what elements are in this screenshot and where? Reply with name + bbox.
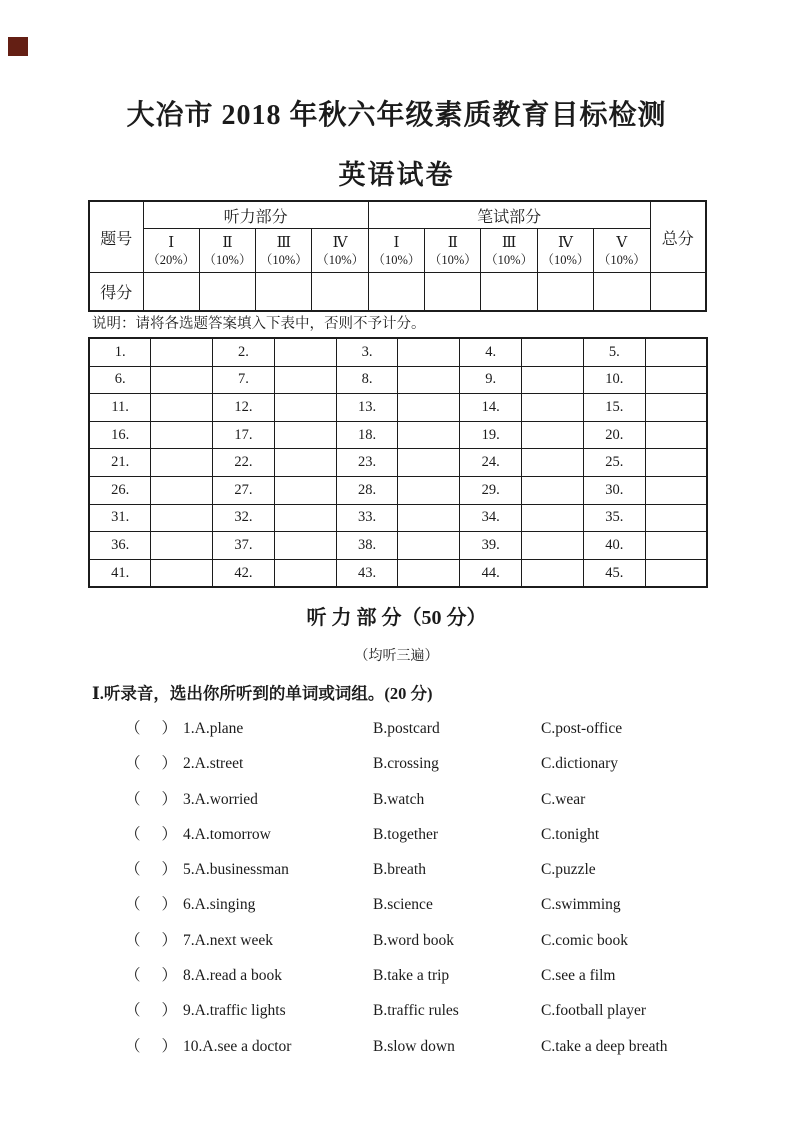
instruction-note: 说明：请将各选题答案填入下表中，否则不予计分。 [92,316,426,332]
grid-answer-cell [274,559,336,587]
grid-answer-cell [522,449,584,477]
option-a: 5.A.businessman [183,861,289,879]
grid-number-cell: 30. [583,476,645,504]
answer-bracket [125,958,177,993]
score-entry-cell [312,273,368,312]
option-a: 4.A.tomorrow [183,825,271,843]
listening-part-col-2 [199,229,255,273]
grid-number-cell: 9. [460,366,522,394]
score-entry-cell [199,273,255,312]
grid-answer-cell [645,532,707,560]
option-b: B.take a trip [373,967,450,985]
listening-part-col-1 [143,229,199,273]
grid-answer-cell [398,394,460,422]
grid-answer-cell [645,504,707,532]
listening-part-col-4 [312,229,368,273]
listening-section-title: 听 力 部 分（50 分） [306,607,487,629]
grid-answer-cell [151,449,213,477]
score-numeral-row [89,229,706,273]
bracket-open: （ [125,1002,141,1020]
grid-number-cell: 41. [89,559,151,587]
grid-answer-cell [151,559,213,587]
grid-number-cell: 24. [460,449,522,477]
bracket-close: ） [161,931,177,949]
option-c: C.comic book [541,931,628,949]
bracket-close: ） [161,861,177,879]
grid-number-cell: 13. [336,394,398,422]
grid-answer-cell [398,338,460,366]
grid-answer-cell [274,476,336,504]
part-percent: （10%） [316,253,365,267]
grid-answer-cell [151,476,213,504]
grid-number-cell: 40. [583,532,645,560]
option-a: 7.A.next week [183,931,273,949]
grid-number-cell: 25. [583,449,645,477]
grid-number-cell: 2. [213,338,275,366]
answer-bracket [125,923,177,958]
score-entry-cell [143,273,199,312]
grid-answer-cell [398,532,460,560]
grid-number-cell: 39. [460,532,522,560]
grid-answer-cell [151,504,213,532]
part-numeral: Ⅱ [447,235,458,251]
part-percent: （10%） [372,253,421,267]
bracket-close: ） [161,1002,177,1020]
score-entry-cell [537,273,593,312]
grid-number-cell: 10. [583,366,645,394]
answer-bracket [125,711,177,746]
grid-number-cell: 11. [89,394,151,422]
score-entry-cell [594,273,650,312]
grid-number-cell: 38. [336,532,398,560]
part-numeral: Ⅰ [168,235,175,251]
grid-answer-cell [645,476,707,504]
answer-bracket [125,887,177,922]
grid-answer-cell [151,532,213,560]
grid-number-cell: 37. [213,532,275,560]
grid-number-cell: 14. [460,394,522,422]
option-a: 2.A.street [183,755,244,773]
grid-number-cell: 19. [460,421,522,449]
option-b: B.breath [373,861,426,879]
written-part-col-5 [368,229,424,273]
grid-answer-cell [645,366,707,394]
question-row [125,923,733,958]
part-numeral: Ⅴ [616,235,628,251]
answer-bracket [125,993,177,1028]
grid-number-cell: 15. [583,394,645,422]
part-percent: （10%） [541,253,590,267]
option-c: C.puzzle [541,861,596,879]
option-a: 10.A.see a doctor [183,1037,292,1055]
bracket-close: ） [161,720,177,737]
part-percent: （20%） [147,253,196,267]
option-c: C.dictionary [541,755,619,773]
grid-answer-cell [274,421,336,449]
answer-grid [88,337,708,588]
option-a: 9.A.traffic lights [183,1002,286,1020]
grid-answer-cell [151,394,213,422]
option-c: C.tonight [541,825,600,843]
question-number-header: 题号 [89,201,143,273]
grid-answer-cell [274,504,336,532]
grid-number-cell: 31. [89,504,151,532]
grid-number-cell: 33. [336,504,398,532]
corner-marker [8,37,28,56]
question-row [125,993,733,1028]
grid-answer-cell [274,338,336,366]
option-c: C.football player [541,1002,647,1020]
paper-title: 英语试卷 [338,160,455,190]
grid-answer-cell [522,394,584,422]
grid-number-cell: 34. [460,504,522,532]
option-a: 3.A.worried [183,790,258,808]
part-percent: （10%） [597,253,646,267]
grid-answer-cell [274,449,336,477]
question-row [125,782,733,817]
option-b: B.crossing [373,755,439,773]
grid-answer-cell [522,504,584,532]
grid-answer-cell [645,449,707,477]
grid-number-cell: 23. [336,449,398,477]
written-part-col-9 [594,229,650,273]
grid-answer-cell [398,504,460,532]
score-entry-cell [368,273,424,312]
option-b: B.word book [373,931,454,949]
option-a: 6.A.singing [183,896,256,914]
part-numeral: Ⅰ [393,235,400,251]
grid-answer-cell [274,532,336,560]
answer-bracket [125,746,177,781]
total-score-header: 总分 [650,201,706,273]
grid-number-cell: 6. [89,366,151,394]
bracket-close: ） [161,967,177,985]
grid-answer-cell [151,366,213,394]
question-row [125,746,733,781]
option-b: B.traffic rules [373,1002,459,1020]
grid-number-cell: 5. [583,338,645,366]
bracket-close: ） [161,790,177,808]
answer-grid-row [89,476,707,504]
grid-number-cell: 22. [213,449,275,477]
bracket-close: ） [161,755,177,773]
grid-number-cell: 20. [583,421,645,449]
grid-number-cell: 7. [213,366,275,394]
question-row [125,1029,733,1064]
part-numeral: Ⅳ [557,235,573,251]
grid-number-cell: 32. [213,504,275,532]
written-part-col-7 [481,229,537,273]
grid-answer-cell [398,559,460,587]
listening-part-col-3 [256,229,312,273]
grid-number-cell: 8. [336,366,398,394]
question-row [125,817,733,852]
bracket-open: （ [125,1037,141,1055]
grid-number-cell: 26. [89,476,151,504]
grid-answer-cell [522,421,584,449]
bracket-open: （ [125,896,141,914]
option-c: C.wear [541,790,586,808]
bracket-close: ） [161,825,177,843]
score-entry-cell [425,273,481,312]
option-b: B.together [373,825,438,843]
bracket-open: （ [125,861,141,879]
grid-number-cell: 45. [583,559,645,587]
answer-grid-row [89,421,707,449]
grid-number-cell: 12. [213,394,275,422]
bracket-open: （ [125,825,141,843]
answer-bracket [125,817,177,852]
grid-number-cell: 16. [89,421,151,449]
option-b: B.watch [373,790,425,808]
grid-number-cell: 42. [213,559,275,587]
part-numeral: Ⅲ [501,235,517,251]
bracket-open: （ [125,720,141,737]
grid-number-cell: 43. [336,559,398,587]
grid-number-cell: 44. [460,559,522,587]
grid-number-cell: 21. [89,449,151,477]
grid-answer-cell [645,338,707,366]
option-c: C.post-office [541,720,623,737]
grid-answer-cell [274,366,336,394]
question-row [125,711,733,746]
option-a: 8.A.read a book [183,967,282,985]
grid-answer-cell [522,559,584,587]
option-c: C.take a deep breath [541,1037,668,1055]
grid-answer-cell [645,394,707,422]
question-row [125,958,733,993]
answer-grid-row [89,338,707,366]
grid-number-cell: 28. [336,476,398,504]
answer-bracket [125,1029,177,1064]
grid-answer-cell [645,421,707,449]
score-table-header-row [89,201,706,229]
answer-bracket [125,782,177,817]
grid-answer-cell [398,366,460,394]
grid-number-cell: 36. [89,532,151,560]
option-b: B.postcard [373,720,440,737]
answer-grid-row [89,532,707,560]
option-c: C.swimming [541,896,621,914]
part-numeral: Ⅲ [276,235,292,251]
part-percent: （10%） [203,253,252,267]
written-part-col-8 [537,229,593,273]
grid-answer-cell [398,421,460,449]
answer-grid-row [89,504,707,532]
part1-heading: Ⅰ.听录音，选出你所听到的单词或词组。(20 分) [92,684,433,703]
score-entry-cell [650,273,706,312]
score-entry-cell [481,273,537,312]
grid-number-cell: 35. [583,504,645,532]
grid-number-cell: 3. [336,338,398,366]
listening-part-header: 听力部分 [143,201,368,229]
grid-answer-cell [522,366,584,394]
bracket-open: （ [125,755,141,773]
listening-repeat-note: （均听三遍） [354,649,439,664]
grid-answer-cell [522,338,584,366]
bracket-open: （ [125,931,141,949]
grid-number-cell: 17. [213,421,275,449]
score-table [88,200,707,312]
bracket-close: ） [161,896,177,914]
bracket-close: ） [161,1037,177,1055]
answer-grid-row [89,394,707,422]
bracket-open: （ [125,967,141,985]
grid-answer-cell [645,559,707,587]
written-part-header: 笔试部分 [368,201,650,229]
part-percent: （10%） [259,253,308,267]
answer-grid-body [89,338,707,587]
grid-number-cell: 27. [213,476,275,504]
grid-answer-cell [398,476,460,504]
option-c: C.see a film [541,967,616,985]
grid-answer-cell [151,421,213,449]
option-a: 1.A.plane [183,720,244,737]
score-entry-row [89,273,706,312]
grid-answer-cell [522,532,584,560]
option-b: B.slow down [373,1037,455,1055]
part-numeral: Ⅳ [332,235,348,251]
grid-number-cell: 4. [460,338,522,366]
option-b: B.science [373,896,433,914]
grid-number-cell: 18. [336,421,398,449]
grid-answer-cell [274,394,336,422]
grid-number-cell: 1. [89,338,151,366]
part-numeral: Ⅱ [222,235,233,251]
score-entry-cell [256,273,312,312]
bracket-open: （ [125,790,141,808]
answer-grid-row [89,366,707,394]
answer-bracket [125,852,177,887]
question-row [125,887,733,922]
question-list [125,711,733,1064]
part-percent: （10%） [485,253,534,267]
grid-answer-cell [522,476,584,504]
answer-grid-row [89,559,707,587]
exam-title: 大冶市 2018 年秋六年级素质教育目标检测 [126,100,667,131]
grid-answer-cell [398,449,460,477]
part-percent: （10%） [428,253,477,267]
score-row-label: 得分 [89,273,143,312]
written-part-col-6 [425,229,481,273]
question-row [125,852,733,887]
grid-answer-cell [151,338,213,366]
answer-grid-row [89,449,707,477]
grid-number-cell: 29. [460,476,522,504]
